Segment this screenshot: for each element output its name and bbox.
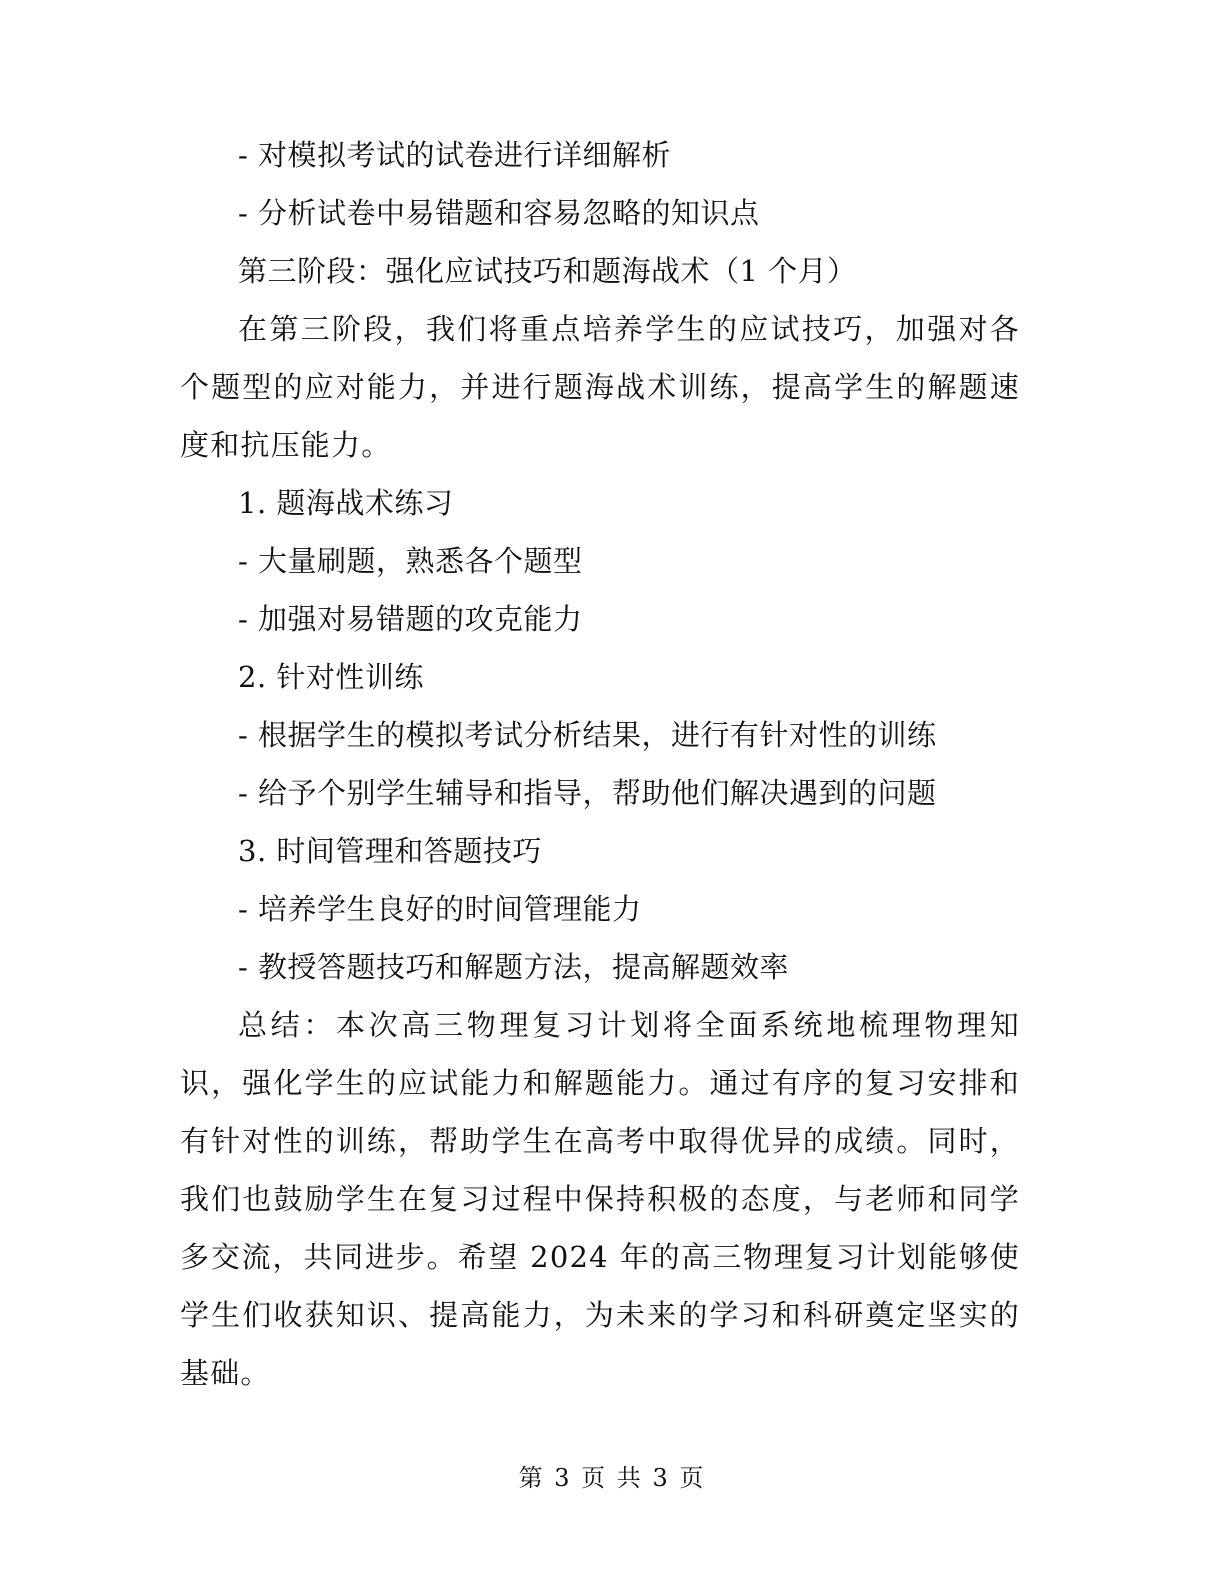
- numbered-item: 1. 题海战术练习: [238, 486, 454, 520]
- page-number-footer: 第 3 页 共 3 页: [518, 1464, 706, 1492]
- section-heading: 第三阶段：强化应试技巧和题海战术（1 个月）: [238, 254, 857, 288]
- numbered-item: 2. 针对性训练: [238, 660, 424, 694]
- bullet-line: - 根据学生的模拟考试分析结果，进行有针对性的训练: [238, 718, 937, 752]
- bullet-line: - 分析试卷中易错题和容易忽略的知识点: [238, 196, 760, 230]
- bullet-line: - 教授答题技巧和解题方法，提高解题效率: [238, 950, 790, 984]
- bullet-line: - 加强对易错题的攻克能力: [238, 602, 583, 636]
- paragraph-stage-three: 在第三阶段，我们将重点培养学生的应试技巧，加强对各个题型的应对能力，并进行题海战术训练，提高学生的解题速度和抗压能力。: [180, 312, 1020, 462]
- numbered-item: 3. 时间管理和答题技巧: [238, 834, 542, 868]
- bullet-line: - 给予个别学生辅导和指导，帮助他们解决遇到的问题: [238, 776, 937, 810]
- bullet-line: - 培养学生良好的时间管理能力: [238, 892, 642, 926]
- summary-paragraph: 总结：本次高三物理复习计划将全面系统地梳理物理知识，强化学生的应试能力和解题能力。通过有序的复习安排和有针对性的训练，帮助学生在高考中取得优异的成绩。同时，我们也鼓励学生在复习过程中保持积极的态度，与老师和同学多交流，共同进步。希望 2024 年的高三物理复习计划能够使学生们收获知识、提高能力，为未来的学习和科研奠定坚实的基础。: [180, 1008, 1020, 1390]
- bullet-line: - 对模拟考试的试卷进行详细解析: [238, 138, 672, 172]
- bullet-line: - 大量刷题，熟悉各个题型: [238, 544, 583, 578]
- document-body: [180, 126, 1020, 1402]
